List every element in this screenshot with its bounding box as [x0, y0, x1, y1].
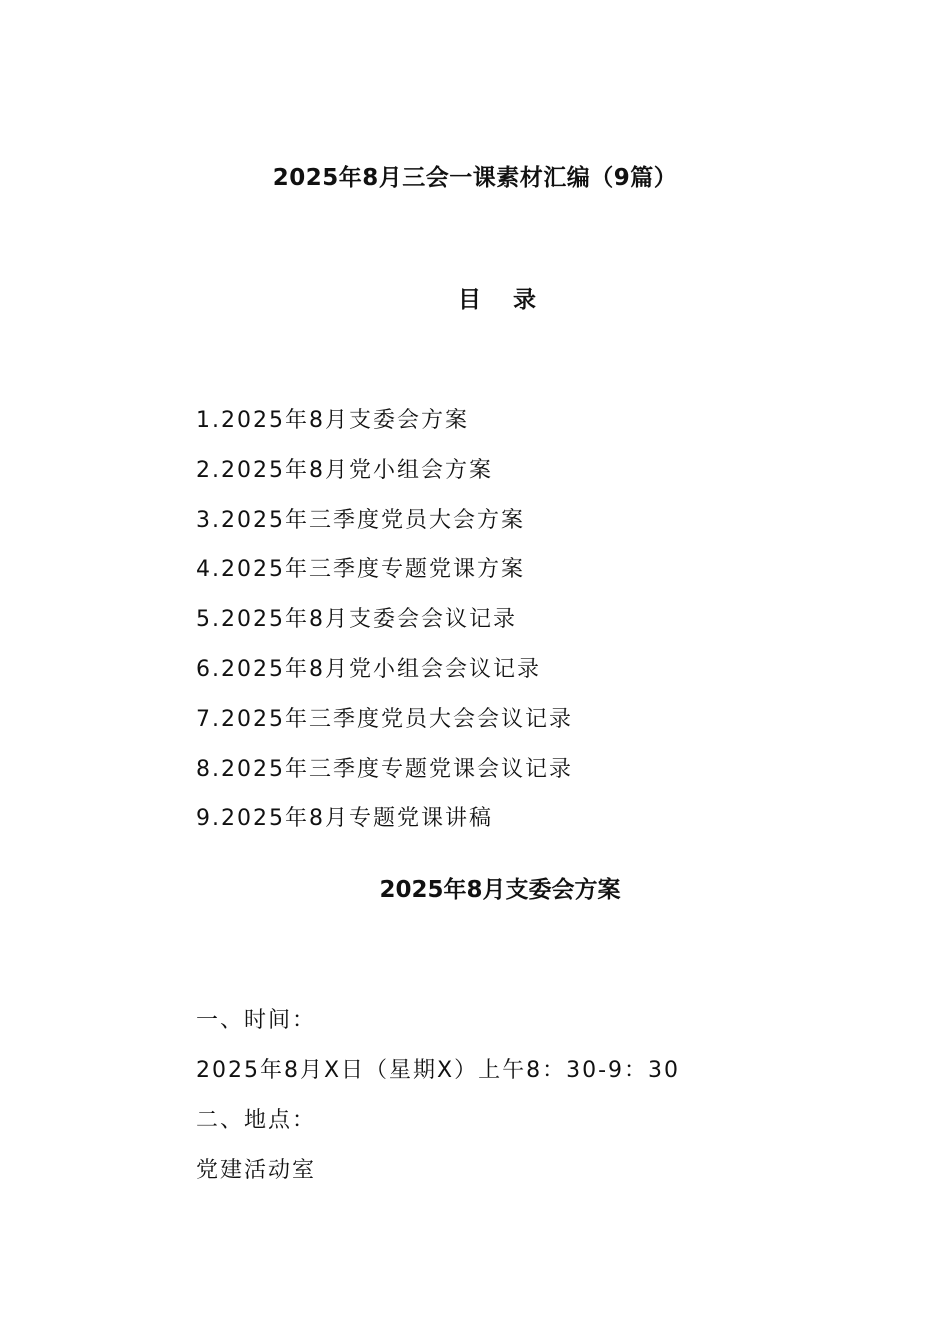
section-text-location: 党建活动室	[196, 1158, 317, 1183]
section-heading-time: 一、时间：	[196, 1008, 317, 1033]
toc-item[interactable]: 1.2025年8月支委会方案	[196, 408, 469, 433]
table-of-contents	[196, 396, 573, 844]
toc-heading: 目 录	[457, 287, 548, 313]
section-text-time: 2025年8月X日（星期X）上午8：30-9：30	[196, 1058, 681, 1083]
toc-item[interactable]: 2.2025年8月党小组会方案	[196, 457, 493, 483]
toc-item[interactable]: 6.2025年8月党小组会会议记录	[196, 656, 541, 682]
toc-item[interactable]: 4.2025年三季度专题党课方案	[196, 557, 525, 583]
section-body	[196, 996, 680, 1196]
toc-item[interactable]: 5.2025年8月支委会会议记录	[196, 607, 517, 633]
toc-item[interactable]: 8.2025年三季度专题党课会议记录	[196, 756, 573, 782]
section-title: 2025年8月支委会方案	[379, 877, 621, 903]
toc-item[interactable]: 7.2025年三季度党员大会会议记录	[196, 706, 573, 732]
toc-item[interactable]: 9.2025年8月专题党课讲稿	[196, 806, 493, 832]
section-heading-location: 二、地点：	[196, 1108, 317, 1133]
document-title: 2025年8月三会一课素材汇编（9篇）	[272, 165, 678, 191]
toc-item[interactable]: 3.2025年三季度党员大会方案	[196, 507, 525, 533]
